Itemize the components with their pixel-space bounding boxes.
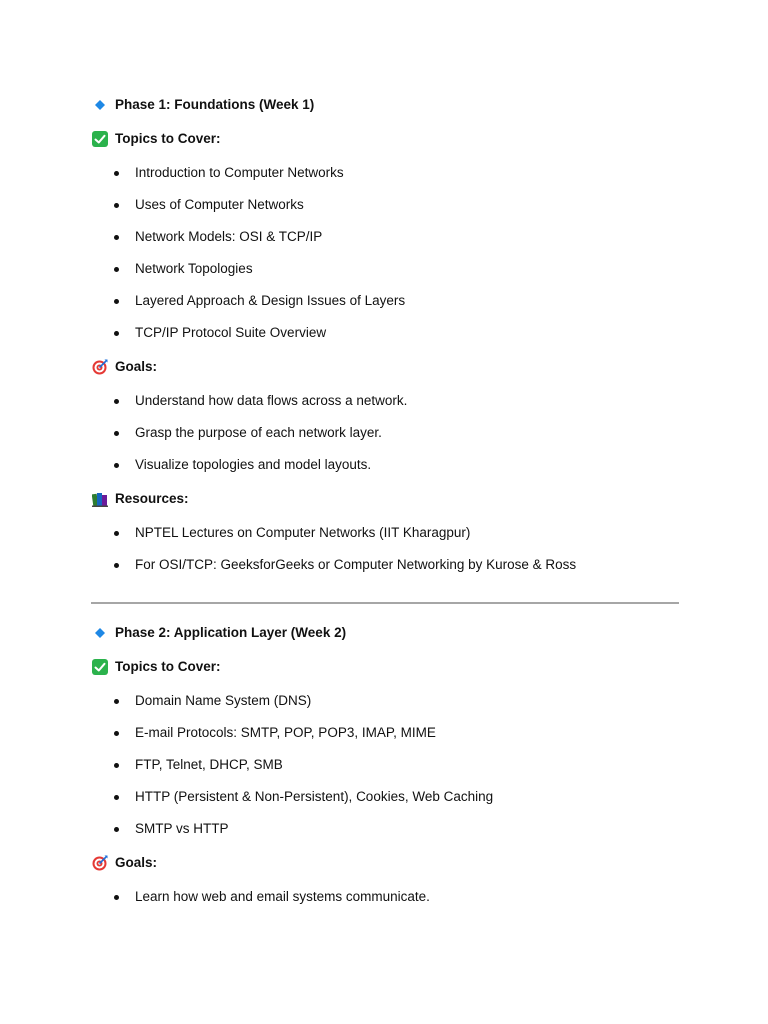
phase-1-goals-heading	[91, 356, 679, 378]
phase-2-goals-list	[91, 886, 679, 908]
phase-2-heading	[91, 622, 679, 644]
list-item: Domain Name System (DNS)	[91, 690, 679, 712]
target-icon	[91, 359, 108, 376]
list-item: Grasp the purpose of each network layer.	[91, 422, 679, 444]
list-item: Visualize topologies and model layouts.	[91, 454, 679, 476]
phase-2-title: Phase 2: Application Layer (Week 2)	[115, 625, 347, 640]
list-item: SMTP vs HTTP	[91, 818, 679, 840]
phase-1-goals-label: Goals:	[115, 359, 158, 374]
list-item: NPTEL Lectures on Computer Networks (IIT Kharagpur)	[91, 522, 679, 544]
list-item: HTTP (Persistent & Non-Persistent), Cookies, Web Caching	[91, 786, 679, 808]
phase-1-topics-heading	[91, 128, 679, 150]
list-item: Introduction to Computer Networks	[91, 162, 679, 184]
phase-1-title: Phase 1: Foundations (Week 1)	[115, 97, 315, 112]
blue-diamond-icon	[91, 625, 108, 642]
list-item: E-mail Protocols: SMTP, POP, POP3, IMAP, MIME	[91, 722, 679, 744]
check-mark-icon	[91, 131, 108, 148]
phase-1-topics-label: Topics to Cover:	[115, 131, 221, 146]
blue-diamond-icon	[91, 97, 108, 114]
phase-2-topics-list	[91, 690, 679, 840]
phase-1-heading	[91, 94, 679, 116]
phase-2-goals-heading	[91, 852, 679, 874]
list-item: Understand how data flows across a network.	[91, 390, 679, 412]
list-item: Learn how web and email systems communicate.	[91, 886, 679, 908]
list-item: Network Topologies	[91, 258, 679, 280]
phase-2-topics-heading	[91, 656, 679, 678]
section-divider	[91, 602, 679, 604]
list-item: Layered Approach & Design Issues of Layers	[91, 290, 679, 312]
target-icon	[91, 855, 108, 872]
phase-2-topics-label: Topics to Cover:	[115, 659, 221, 674]
list-item: Uses of Computer Networks	[91, 194, 679, 216]
phase-1-resources-list	[91, 522, 679, 576]
phase-1-goals-list	[91, 390, 679, 476]
list-item: TCP/IP Protocol Suite Overview	[91, 322, 679, 344]
phase-1-resources-heading	[91, 488, 679, 510]
phase-1-resources-label: Resources:	[115, 491, 189, 506]
phase-2-goals-label: Goals:	[115, 855, 158, 870]
list-item: Network Models: OSI & TCP/IP	[91, 226, 679, 248]
list-item: For OSI/TCP: GeeksforGeeks or Computer Networking by Kurose & Ross	[91, 554, 679, 576]
check-mark-icon	[91, 659, 108, 676]
books-icon	[91, 491, 108, 508]
document-content	[91, 94, 679, 920]
phase-1-topics-list	[91, 162, 679, 344]
list-item: FTP, Telnet, DHCP, SMB	[91, 754, 679, 776]
